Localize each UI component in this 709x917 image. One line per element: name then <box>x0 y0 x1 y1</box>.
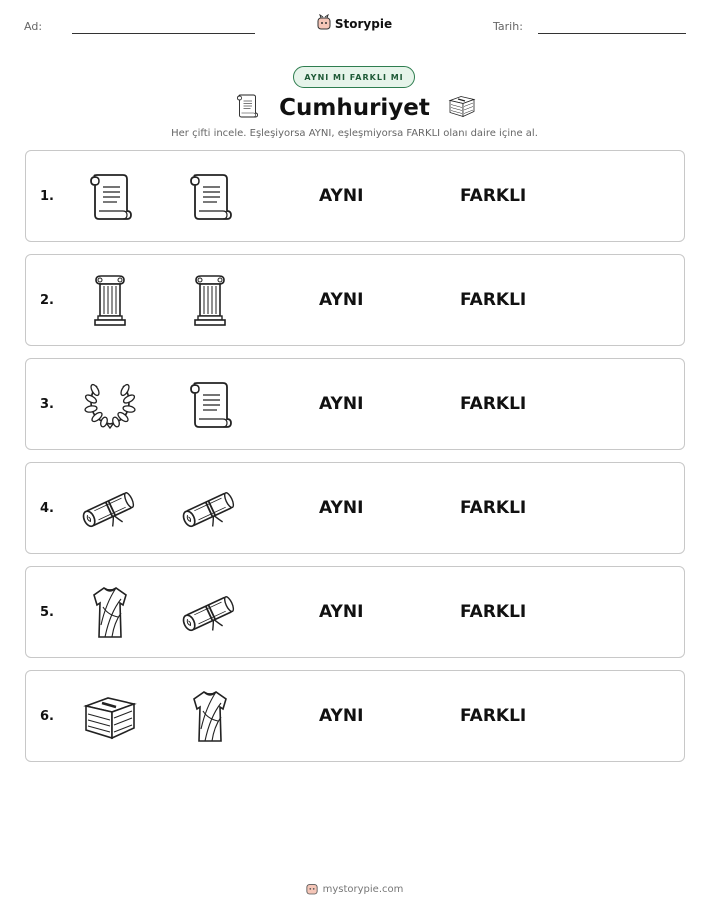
name-label: Ad: <box>24 20 43 33</box>
question-number: 2. <box>40 292 54 308</box>
mascot-icon <box>306 881 318 898</box>
scroll-icon <box>233 93 261 123</box>
question-number: 1. <box>40 188 54 204</box>
instructions: Her çifti incele. Eşleşiyorsa AYNI, eşleşmiyorsa FARKLI olanı daire içine al. <box>171 128 538 139</box>
rolled-scroll-icon <box>180 585 240 641</box>
date-label: Tarih: <box>493 20 523 33</box>
scroll-icon <box>180 169 240 225</box>
option-same[interactable]: AYNI <box>319 290 364 310</box>
option-different[interactable]: FARKLI <box>460 498 527 518</box>
question-number: 6. <box>40 708 54 724</box>
question-list <box>25 150 685 774</box>
scroll-icon <box>180 377 240 433</box>
column-icon <box>180 273 240 329</box>
laurel-wreath-icon <box>80 377 140 433</box>
option-same[interactable]: AYNI <box>319 186 364 206</box>
option-same[interactable]: AYNI <box>319 706 364 726</box>
option-different[interactable]: FARKLI <box>460 290 527 310</box>
footer <box>0 880 709 899</box>
option-same[interactable]: AYNI <box>319 498 364 518</box>
title-row <box>0 90 709 126</box>
question-row <box>25 670 685 762</box>
mascot-icon <box>317 14 331 34</box>
question-row <box>25 566 685 658</box>
option-different[interactable]: FARKLI <box>460 706 527 726</box>
scroll-icon <box>80 169 140 225</box>
option-same[interactable]: AYNI <box>319 394 364 414</box>
rolled-scroll-icon <box>180 481 240 537</box>
toga-icon <box>80 585 140 641</box>
option-different[interactable]: FARKLI <box>460 602 527 622</box>
question-row <box>25 254 685 346</box>
question-row <box>25 358 685 450</box>
rolled-scroll-icon <box>80 481 140 537</box>
question-row <box>25 462 685 554</box>
question-number: 5. <box>40 604 54 620</box>
option-different[interactable]: FARKLI <box>460 394 527 414</box>
question-row <box>25 150 685 242</box>
toga-icon <box>180 689 240 745</box>
date-line[interactable] <box>538 33 686 34</box>
ballot-box-icon <box>448 93 476 123</box>
ballot-box-icon <box>80 689 140 745</box>
option-same[interactable]: AYNI <box>319 602 364 622</box>
activity-tag: AYNI MI FARKLI MI <box>293 66 415 88</box>
option-different[interactable]: FARKLI <box>460 186 527 206</box>
brand-name: Storypie <box>334 17 393 31</box>
question-number: 4. <box>40 500 54 516</box>
question-number: 3. <box>40 396 54 412</box>
column-icon <box>80 273 140 329</box>
brand-logo <box>0 14 709 34</box>
page-title: Cumhuriyet <box>279 95 430 121</box>
footer-url: mystorypie.com <box>322 884 404 895</box>
